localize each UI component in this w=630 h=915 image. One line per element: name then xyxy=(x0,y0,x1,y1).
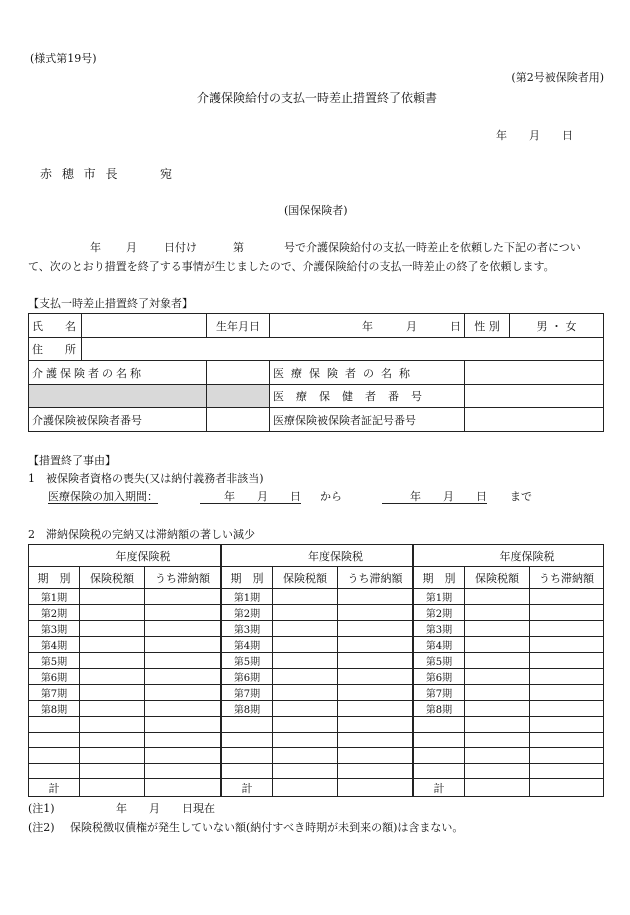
period-cell: 第2期 xyxy=(29,605,80,621)
col-arrears: うち滞納額 xyxy=(145,567,221,589)
note2-label: (注2) xyxy=(28,821,55,834)
period-cell xyxy=(222,748,273,764)
addressee-name: 赤 穂 市 長 xyxy=(40,167,121,181)
total-amount[interactable] xyxy=(465,779,530,797)
table-row xyxy=(414,748,604,764)
name-label: 氏 名 xyxy=(29,314,82,338)
period-cell: 第3期 xyxy=(29,621,80,637)
arrears-cell[interactable] xyxy=(338,685,413,701)
body-line2: て、次のとおり措置を終了する事情が生じましたので、介護保険給付の支払一時差止の終了を依頼します。 xyxy=(28,260,555,273)
amount-cell[interactable] xyxy=(80,669,145,685)
body-day: 日付け xyxy=(164,241,197,254)
total-arrears[interactable] xyxy=(145,779,221,797)
col-arrears: うち滞納額 xyxy=(338,567,413,589)
form-type: (第2号被保険者用) xyxy=(511,71,604,84)
arrears-cell[interactable] xyxy=(338,621,413,637)
amount-cell[interactable] xyxy=(80,589,145,605)
arrears-cell[interactable] xyxy=(530,685,604,701)
table-row xyxy=(29,717,221,733)
table-row xyxy=(414,637,604,653)
amount-cell[interactable] xyxy=(80,732,145,748)
body-month: 月 xyxy=(126,241,137,254)
amount-cell[interactable] xyxy=(80,748,145,764)
arrears-cell[interactable] xyxy=(145,669,221,685)
med-insurer-field[interactable] xyxy=(465,361,604,385)
period-cell: 第7期 xyxy=(29,685,80,701)
address-field[interactable] xyxy=(82,338,604,361)
period-cell: 第7期 xyxy=(222,685,273,701)
table-row xyxy=(414,701,604,717)
amount-cell[interactable] xyxy=(465,748,530,764)
arrears-cell[interactable] xyxy=(338,637,413,653)
tax-table xyxy=(413,544,604,797)
table-row xyxy=(29,669,221,685)
dob-value[interactable]: 年 月 日 xyxy=(270,314,465,338)
period-cell: 第8期 xyxy=(222,701,273,717)
ltc-number-field[interactable] xyxy=(207,408,270,432)
arrears-cell[interactable] xyxy=(530,763,604,779)
table-row xyxy=(414,685,604,701)
reason2-title: 2 滞納保険税の完納又は滞納額の著しい減少 xyxy=(28,528,255,541)
total-label: 計 xyxy=(414,779,465,797)
col-amount: 保険税額 xyxy=(80,567,145,589)
period-cell: 第1期 xyxy=(414,589,465,605)
period-cell: 第6期 xyxy=(222,669,273,685)
total-amount[interactable] xyxy=(273,779,338,797)
period-cell xyxy=(222,717,273,733)
arrears-cell[interactable] xyxy=(145,763,221,779)
section1-heading: 【支払一時差止措置終了対象者】 xyxy=(28,297,193,310)
arrears-cell[interactable] xyxy=(338,701,413,717)
table-row xyxy=(222,621,413,637)
arrears-cell[interactable] xyxy=(530,732,604,748)
med-cert-label: 医療保険被保険者証記号番号 xyxy=(270,408,465,432)
period-cell: 第6期 xyxy=(29,669,80,685)
period-cell: 第1期 xyxy=(222,589,273,605)
arrears-cell[interactable] xyxy=(145,637,221,653)
amount-cell[interactable] xyxy=(465,605,530,621)
col-period: 期 別 xyxy=(29,567,80,589)
arrears-cell[interactable] xyxy=(145,605,221,621)
note2-text: 保険税徴収債権が発生していない額(納付すべき時期が未到来の額)は含まない。 xyxy=(70,821,464,834)
arrears-cell[interactable] xyxy=(338,669,413,685)
body-year: 年 xyxy=(90,241,101,254)
amount-cell[interactable] xyxy=(80,717,145,733)
arrears-cell[interactable] xyxy=(530,637,604,653)
ltc-insurer-field[interactable] xyxy=(207,361,270,385)
amount-cell[interactable] xyxy=(273,685,338,701)
arrears-cell[interactable] xyxy=(145,589,221,605)
ltc-insurer-label: 介護保険者の名称 xyxy=(29,361,207,385)
table-row xyxy=(222,669,413,685)
arrears-cell[interactable] xyxy=(145,653,221,669)
shaded-cell xyxy=(29,385,207,408)
period-cell: 第4期 xyxy=(29,637,80,653)
table-row xyxy=(222,701,413,717)
table-row xyxy=(29,701,221,717)
table-row xyxy=(29,589,221,605)
amount-cell[interactable] xyxy=(80,701,145,717)
arrears-cell[interactable] xyxy=(145,621,221,637)
period-cell: 第7期 xyxy=(414,685,465,701)
table-row xyxy=(29,685,221,701)
total-arrears[interactable] xyxy=(530,779,604,797)
name-field[interactable] xyxy=(82,314,207,338)
period-cell xyxy=(29,763,80,779)
period-to: まで xyxy=(510,490,532,503)
arrears-cell[interactable] xyxy=(145,748,221,764)
period-cell: 第3期 xyxy=(222,621,273,637)
arrears-cell[interactable] xyxy=(338,732,413,748)
arrears-cell[interactable] xyxy=(338,763,413,779)
amount-cell[interactable] xyxy=(80,763,145,779)
year-header[interactable]: 年度保険税 xyxy=(29,545,221,567)
addressee-suffix: 宛 xyxy=(160,167,173,181)
amount-cell[interactable] xyxy=(465,589,530,605)
table-row xyxy=(29,621,221,637)
table-row xyxy=(222,685,413,701)
table-row xyxy=(222,732,413,748)
period-cell: 第5期 xyxy=(414,653,465,669)
period-cell xyxy=(222,732,273,748)
tax-table xyxy=(28,544,221,797)
arrears-cell[interactable] xyxy=(530,669,604,685)
table-row xyxy=(222,717,413,733)
insurer-label: (国保保険者) xyxy=(284,204,348,217)
amount-cell[interactable] xyxy=(273,748,338,764)
period-cell xyxy=(414,717,465,733)
shaded-cell xyxy=(207,385,270,408)
arrears-cell[interactable] xyxy=(145,701,221,717)
col-period: 期 別 xyxy=(222,567,273,589)
reason1-title: 1 被保険者資格の喪失(又は納付義務者非該当) xyxy=(28,472,264,485)
arrears-cell[interactable] xyxy=(338,748,413,764)
amount-cell[interactable] xyxy=(80,653,145,669)
total-label: 計 xyxy=(222,779,273,797)
table-row xyxy=(29,748,221,764)
note1-text[interactable]: 年 月 日現在 xyxy=(116,802,215,815)
period-from: から xyxy=(320,490,342,503)
body-line1-rest: 号で介護保険給付の支払一時差止を依頼した下記の者につい xyxy=(284,241,581,254)
period-cell xyxy=(29,732,80,748)
arrears-cell[interactable] xyxy=(530,605,604,621)
arrears-cell[interactable] xyxy=(145,732,221,748)
amount-cell[interactable] xyxy=(465,637,530,653)
period-cell: 第5期 xyxy=(29,653,80,669)
sex-label: 性 別 xyxy=(465,314,510,338)
amount-cell[interactable] xyxy=(465,717,530,733)
address-label: 住 所 xyxy=(29,338,82,361)
table-row xyxy=(29,763,221,779)
ltc-number-label: 介護保険被保険者番号 xyxy=(29,408,207,432)
amount-cell[interactable] xyxy=(80,637,145,653)
med-insurer-label: 医療保険者の名称 xyxy=(270,361,465,385)
period-cell xyxy=(29,717,80,733)
amount-cell[interactable] xyxy=(465,685,530,701)
amount-cell[interactable] xyxy=(273,701,338,717)
date-line[interactable]: 年 月 日 xyxy=(496,129,573,142)
col-period: 期 別 xyxy=(414,567,465,589)
subject-table xyxy=(28,313,604,432)
total-arrears[interactable] xyxy=(338,779,413,797)
table-row xyxy=(222,637,413,653)
table-row xyxy=(414,732,604,748)
table-row xyxy=(414,653,604,669)
amount-cell[interactable] xyxy=(465,701,530,717)
amount-cell[interactable] xyxy=(273,605,338,621)
amount-cell[interactable] xyxy=(273,732,338,748)
period-to-date[interactable]: 年 月 日 xyxy=(382,491,487,504)
med-cert-field[interactable] xyxy=(465,408,604,432)
year-header[interactable]: 年度保険税 xyxy=(222,545,413,567)
amount-cell[interactable] xyxy=(465,732,530,748)
table-row xyxy=(414,589,604,605)
col-amount: 保険税額 xyxy=(273,567,338,589)
amount-cell[interactable] xyxy=(80,685,145,701)
section2-heading: 【措置終了事由】 xyxy=(28,454,116,467)
amount-cell[interactable] xyxy=(465,621,530,637)
period-cell: 第8期 xyxy=(29,701,80,717)
amount-cell[interactable] xyxy=(273,717,338,733)
col-arrears: うち滞納額 xyxy=(530,567,604,589)
table-row xyxy=(29,605,221,621)
period-cell: 第2期 xyxy=(414,605,465,621)
period-cell: 第6期 xyxy=(414,669,465,685)
arrears-cell[interactable] xyxy=(530,717,604,733)
period-cell xyxy=(222,763,273,779)
amount-cell[interactable] xyxy=(273,763,338,779)
table-row xyxy=(222,653,413,669)
table-row xyxy=(222,748,413,764)
med-health-label: 医療保健者番号 xyxy=(270,385,465,408)
period-cell: 第8期 xyxy=(414,701,465,717)
table-row xyxy=(414,621,604,637)
table-row xyxy=(414,763,604,779)
sex-value[interactable]: 男 ・ 女 xyxy=(510,314,604,338)
amount-cell[interactable] xyxy=(465,669,530,685)
arrears-cell[interactable] xyxy=(530,701,604,717)
table-row xyxy=(222,605,413,621)
tax-table xyxy=(221,544,413,797)
document-title: 介護保険給付の支払一時差止措置終了依頼書 xyxy=(197,91,438,105)
arrears-cell[interactable] xyxy=(530,589,604,605)
table-row xyxy=(414,717,604,733)
body-number-prefix: 第 xyxy=(233,241,244,254)
amount-cell[interactable] xyxy=(273,589,338,605)
period-cell: 第5期 xyxy=(222,653,273,669)
period-cell xyxy=(414,732,465,748)
amount-cell[interactable] xyxy=(80,621,145,637)
total-amount[interactable] xyxy=(80,779,145,797)
amount-cell[interactable] xyxy=(273,637,338,653)
period-cell: 第1期 xyxy=(29,589,80,605)
arrears-cell[interactable] xyxy=(338,605,413,621)
arrears-cell[interactable] xyxy=(338,653,413,669)
table-row xyxy=(414,605,604,621)
table-row xyxy=(414,669,604,685)
arrears-cell[interactable] xyxy=(530,653,604,669)
table-row xyxy=(29,637,221,653)
table-row xyxy=(222,589,413,605)
amount-cell[interactable] xyxy=(273,621,338,637)
arrears-cell[interactable] xyxy=(338,589,413,605)
year-header[interactable]: 年度保険税 xyxy=(414,545,604,567)
form-number: (様式第19号) xyxy=(30,52,97,65)
table-row xyxy=(29,653,221,669)
amount-cell[interactable] xyxy=(465,763,530,779)
period-from-date[interactable]: 年 月 日 xyxy=(200,491,301,504)
period-cell xyxy=(414,763,465,779)
amount-cell[interactable] xyxy=(80,605,145,621)
period-label: 医療保険の加入期間： xyxy=(48,490,158,503)
amount-cell[interactable] xyxy=(465,653,530,669)
table-row xyxy=(29,732,221,748)
amount-cell[interactable] xyxy=(273,669,338,685)
period-cell: 第3期 xyxy=(414,621,465,637)
med-health-field[interactable] xyxy=(465,385,604,408)
col-amount: 保険税額 xyxy=(465,567,530,589)
arrears-cell[interactable] xyxy=(145,685,221,701)
dob-label: 生年月日 xyxy=(207,314,270,338)
period-cell: 第4期 xyxy=(414,637,465,653)
total-label: 計 xyxy=(29,779,80,797)
arrears-cell[interactable] xyxy=(530,748,604,764)
period-cell xyxy=(414,748,465,764)
arrears-cell[interactable] xyxy=(145,717,221,733)
arrears-cell[interactable] xyxy=(338,717,413,733)
table-row xyxy=(222,763,413,779)
arrears-cell[interactable] xyxy=(530,621,604,637)
period-cell: 第4期 xyxy=(222,637,273,653)
amount-cell[interactable] xyxy=(273,653,338,669)
period-cell: 第2期 xyxy=(222,605,273,621)
period-cell xyxy=(29,748,80,764)
note1-label: (注1) xyxy=(28,802,55,815)
